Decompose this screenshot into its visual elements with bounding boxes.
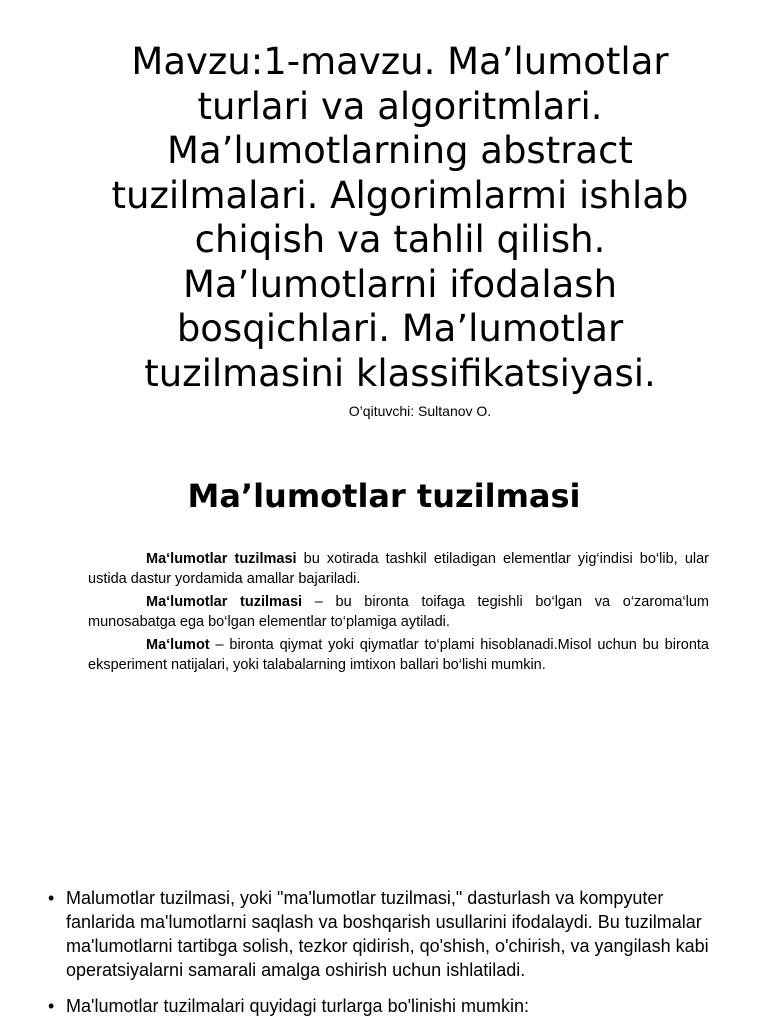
bullet-icon: • xyxy=(48,996,55,1016)
definition-paragraph xyxy=(88,636,709,675)
bullet-item xyxy=(48,994,728,1018)
bullet-text: Ma'lumotlar tuzilmalari quyidagi turlarga bo'linishi mumkin: xyxy=(66,996,530,1016)
bullet-item xyxy=(48,886,728,982)
definition-term: Ma‘lumotlar tuzilmasi xyxy=(146,551,297,567)
definition-paragraph xyxy=(88,593,709,632)
teacher-name: O’qituvchi: Sultanov O. xyxy=(348,403,492,419)
bullet-text: Malumotlar tuzilmasi, yoki "ma'lumotlar tuzilmasi," dasturlash va kompyuter fanlarida ma'lumotlarni saqlash va boshqarish usullarini ifodalaydi. Bu tuzilmalar ma'lumotlarni tartibga solish, tezkor qidirish, qo'shish, o'chirish, va yangilash kabi operatsiyalarni samarali amalga oshirish uchun ishlatiladi. xyxy=(66,888,709,980)
section-heading: Ma’lumotlar tuzilmasi xyxy=(187,477,581,515)
definition-term: Ma‘lumot xyxy=(146,637,210,653)
definition-paragraph xyxy=(88,550,709,589)
definition-text: bu xotirada tashkil etiladigan elementlar yig‘indisi bo‘lib, ular ustida dastur yordamida amallar bajariladi. xyxy=(88,551,709,587)
definition-term: Ma‘lumotlar tuzilmasi xyxy=(146,594,303,610)
definitions-block xyxy=(88,550,709,679)
bullet-icon: • xyxy=(48,888,55,908)
definition-text: – bu bironta toifaga tegishli bo‘lgan va o‘zaroma‘lum munosabatga ega bo‘lgan elementlar to‘plamiga aytiladi. xyxy=(88,594,709,630)
definition-text: – bironta qiymat yoki qiymatlar to‘plami hisoblanadi.Misol uchun bu bironta eksperiment natijalari, yoki talabalarning imtixon ballari bo‘lishi mumkin. xyxy=(88,637,709,673)
slide-title: Mavzu:1-mavzu. Ma’lumotlar turlari va algoritmlari. Ma’lumotlarning abstract tuzilmalari. Algorimlarmi ishlab chiqish va tahlil qilish. Ma’lumotlarni ifodalash bosqichlari. Ma’lumotlar tuzilmasini klassifikatsiyasi. xyxy=(111,40,689,395)
bullet-list xyxy=(48,886,728,1030)
